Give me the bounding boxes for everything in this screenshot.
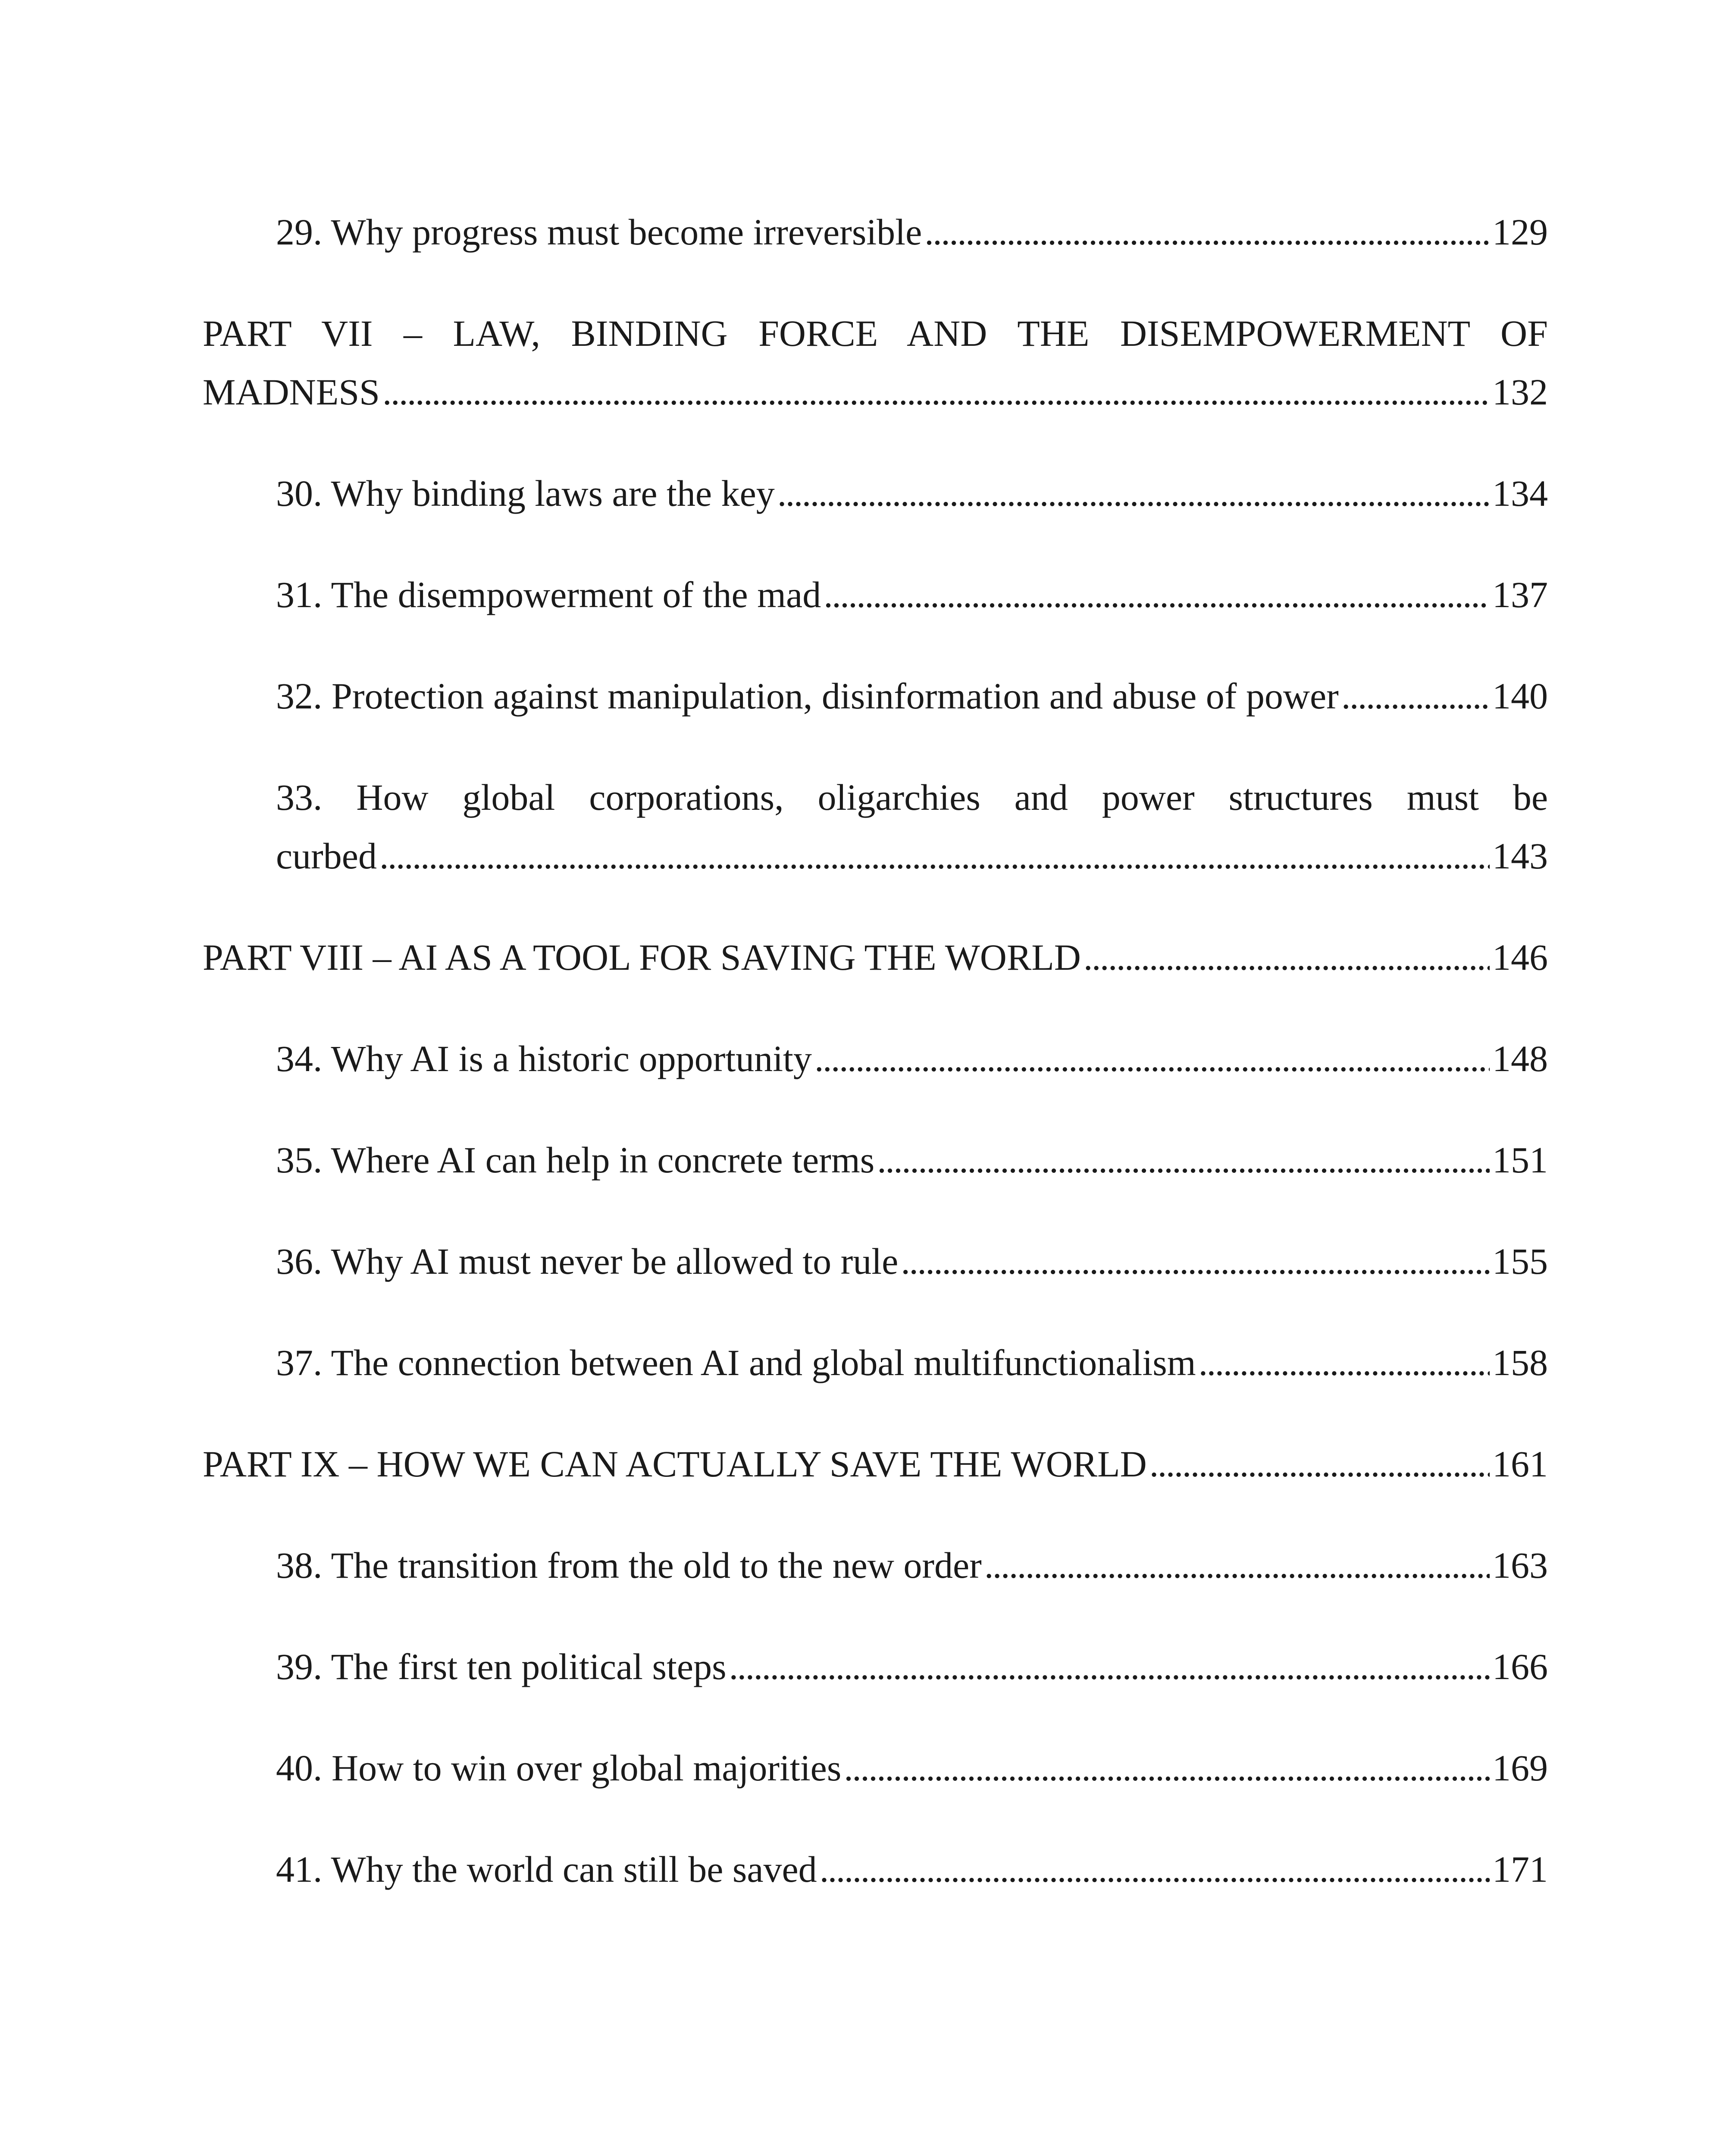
toc-entry-title: 36. Why AI must never be allowed to rule <box>276 1241 899 1282</box>
table-of-contents <box>203 203 1548 1941</box>
dot-leader <box>814 1029 1490 1088</box>
toc-entry-line <box>203 1435 1548 1493</box>
toc-entry-40[interactable] <box>276 1739 1548 1797</box>
dot-leader <box>984 1536 1490 1595</box>
toc-entry-title: 37. The connection between AI and global multifunctionalism <box>276 1342 1196 1383</box>
toc-entry-36[interactable] <box>276 1232 1548 1291</box>
toc-page-number: 151 <box>1492 1139 1548 1181</box>
toc-entry-title: 29. Why progress must become irreversible <box>276 211 922 253</box>
toc-entry-line <box>276 667 1548 725</box>
toc-entry-line <box>276 1333 1548 1392</box>
toc-entry-line <box>276 1131 1548 1189</box>
toc-page-number: 148 <box>1492 1038 1548 1079</box>
toc-entry-37[interactable] <box>276 1333 1548 1392</box>
toc-page-number: 166 <box>1492 1646 1548 1687</box>
dot-leader <box>924 203 1490 261</box>
dot-leader <box>820 1840 1490 1899</box>
toc-entry-33[interactable] <box>276 768 1548 885</box>
toc-entry-title-line-1: 33. How global corporations, oligarchies and power structures must be <box>276 777 1548 818</box>
dot-leader <box>379 827 1490 885</box>
toc-entry-41[interactable] <box>276 1840 1548 1899</box>
dot-leader <box>844 1739 1490 1797</box>
dot-leader <box>729 1637 1490 1696</box>
toc-entry-line <box>276 565 1548 624</box>
toc-entry-line <box>203 928 1548 987</box>
toc-entry-title: 31. The disempowerment of the mad <box>276 574 821 615</box>
toc-entry-29[interactable] <box>276 203 1548 261</box>
toc-entry-title: 35. Where AI can help in concrete terms <box>276 1139 875 1181</box>
dot-leader <box>1149 1435 1490 1493</box>
toc-entry-title: 32. Protection against manipulation, disinformation and abuse of power <box>276 675 1339 717</box>
toc-entry-line <box>276 203 1548 261</box>
toc-page-number: 171 <box>1492 1849 1548 1890</box>
toc-entry-title-line-2: curbed <box>276 835 377 877</box>
toc-entry-30[interactable] <box>276 464 1548 523</box>
toc-page-number: 155 <box>1492 1241 1548 1282</box>
toc-entry-title: 34. Why AI is a historic opportunity <box>276 1038 812 1079</box>
toc-entry-line <box>276 1840 1548 1899</box>
toc-entry-title: 39. The first ten political steps <box>276 1646 727 1687</box>
toc-entry-31[interactable] <box>276 565 1548 624</box>
toc-page-number: 140 <box>1492 675 1548 717</box>
toc-page-number: 143 <box>1492 835 1548 877</box>
dot-leader <box>901 1232 1490 1291</box>
toc-part-title-line-2: MADNESS <box>203 371 380 413</box>
toc-part-9[interactable] <box>203 1435 1548 1493</box>
toc-page-number: 137 <box>1492 574 1548 615</box>
toc-entry-title: 38. The transition from the old to the new order <box>276 1545 982 1586</box>
toc-part-title: PART IX – HOW WE CAN ACTUALLY SAVE THE WORLD <box>203 1443 1147 1485</box>
toc-entry-title: 41. Why the world can still be saved <box>276 1849 817 1890</box>
toc-entry-line <box>276 827 1548 885</box>
toc-part-7[interactable] <box>203 304 1548 421</box>
toc-entry-35[interactable] <box>276 1131 1548 1189</box>
toc-page-number: 158 <box>1492 1342 1548 1383</box>
toc-entry-line <box>276 1536 1548 1595</box>
toc-entry-title: 30. Why binding laws are the key <box>276 473 775 514</box>
dot-leader <box>777 464 1490 523</box>
toc-part-title: PART VIII – AI AS A TOOL FOR SAVING THE WORLD <box>203 937 1081 978</box>
toc-page-number: 129 <box>1492 211 1548 253</box>
toc-entry-line <box>276 1029 1548 1088</box>
dot-leader <box>382 363 1490 421</box>
toc-page-number: 163 <box>1492 1545 1548 1586</box>
toc-entry-34[interactable] <box>276 1029 1548 1088</box>
toc-entry-line <box>276 1232 1548 1291</box>
toc-page-number: 134 <box>1492 473 1548 514</box>
toc-entry-39[interactable] <box>276 1637 1548 1696</box>
dot-leader <box>1084 928 1490 987</box>
toc-entry-title: 40. How to win over global majorities <box>276 1747 842 1789</box>
toc-page-number: 132 <box>1492 371 1548 413</box>
dot-leader <box>824 565 1490 624</box>
toc-part-8[interactable] <box>203 928 1548 987</box>
toc-page-number: 169 <box>1492 1747 1548 1789</box>
dot-leader <box>1341 667 1490 725</box>
toc-entry-32[interactable] <box>276 667 1548 725</box>
toc-part-title-line-1: PART VII – LAW, BINDING FORCE AND THE DISEMPOWERMENT OF <box>203 313 1548 354</box>
toc-entry-line <box>276 1637 1548 1696</box>
toc-page-number: 146 <box>1492 937 1548 978</box>
toc-entry-38[interactable] <box>276 1536 1548 1595</box>
dot-leader <box>1199 1333 1490 1392</box>
dot-leader <box>877 1131 1490 1189</box>
toc-entry-line <box>276 464 1548 523</box>
toc-entry-line <box>203 363 1548 421</box>
toc-page-number: 161 <box>1492 1443 1548 1485</box>
toc-entry-line <box>276 1739 1548 1797</box>
